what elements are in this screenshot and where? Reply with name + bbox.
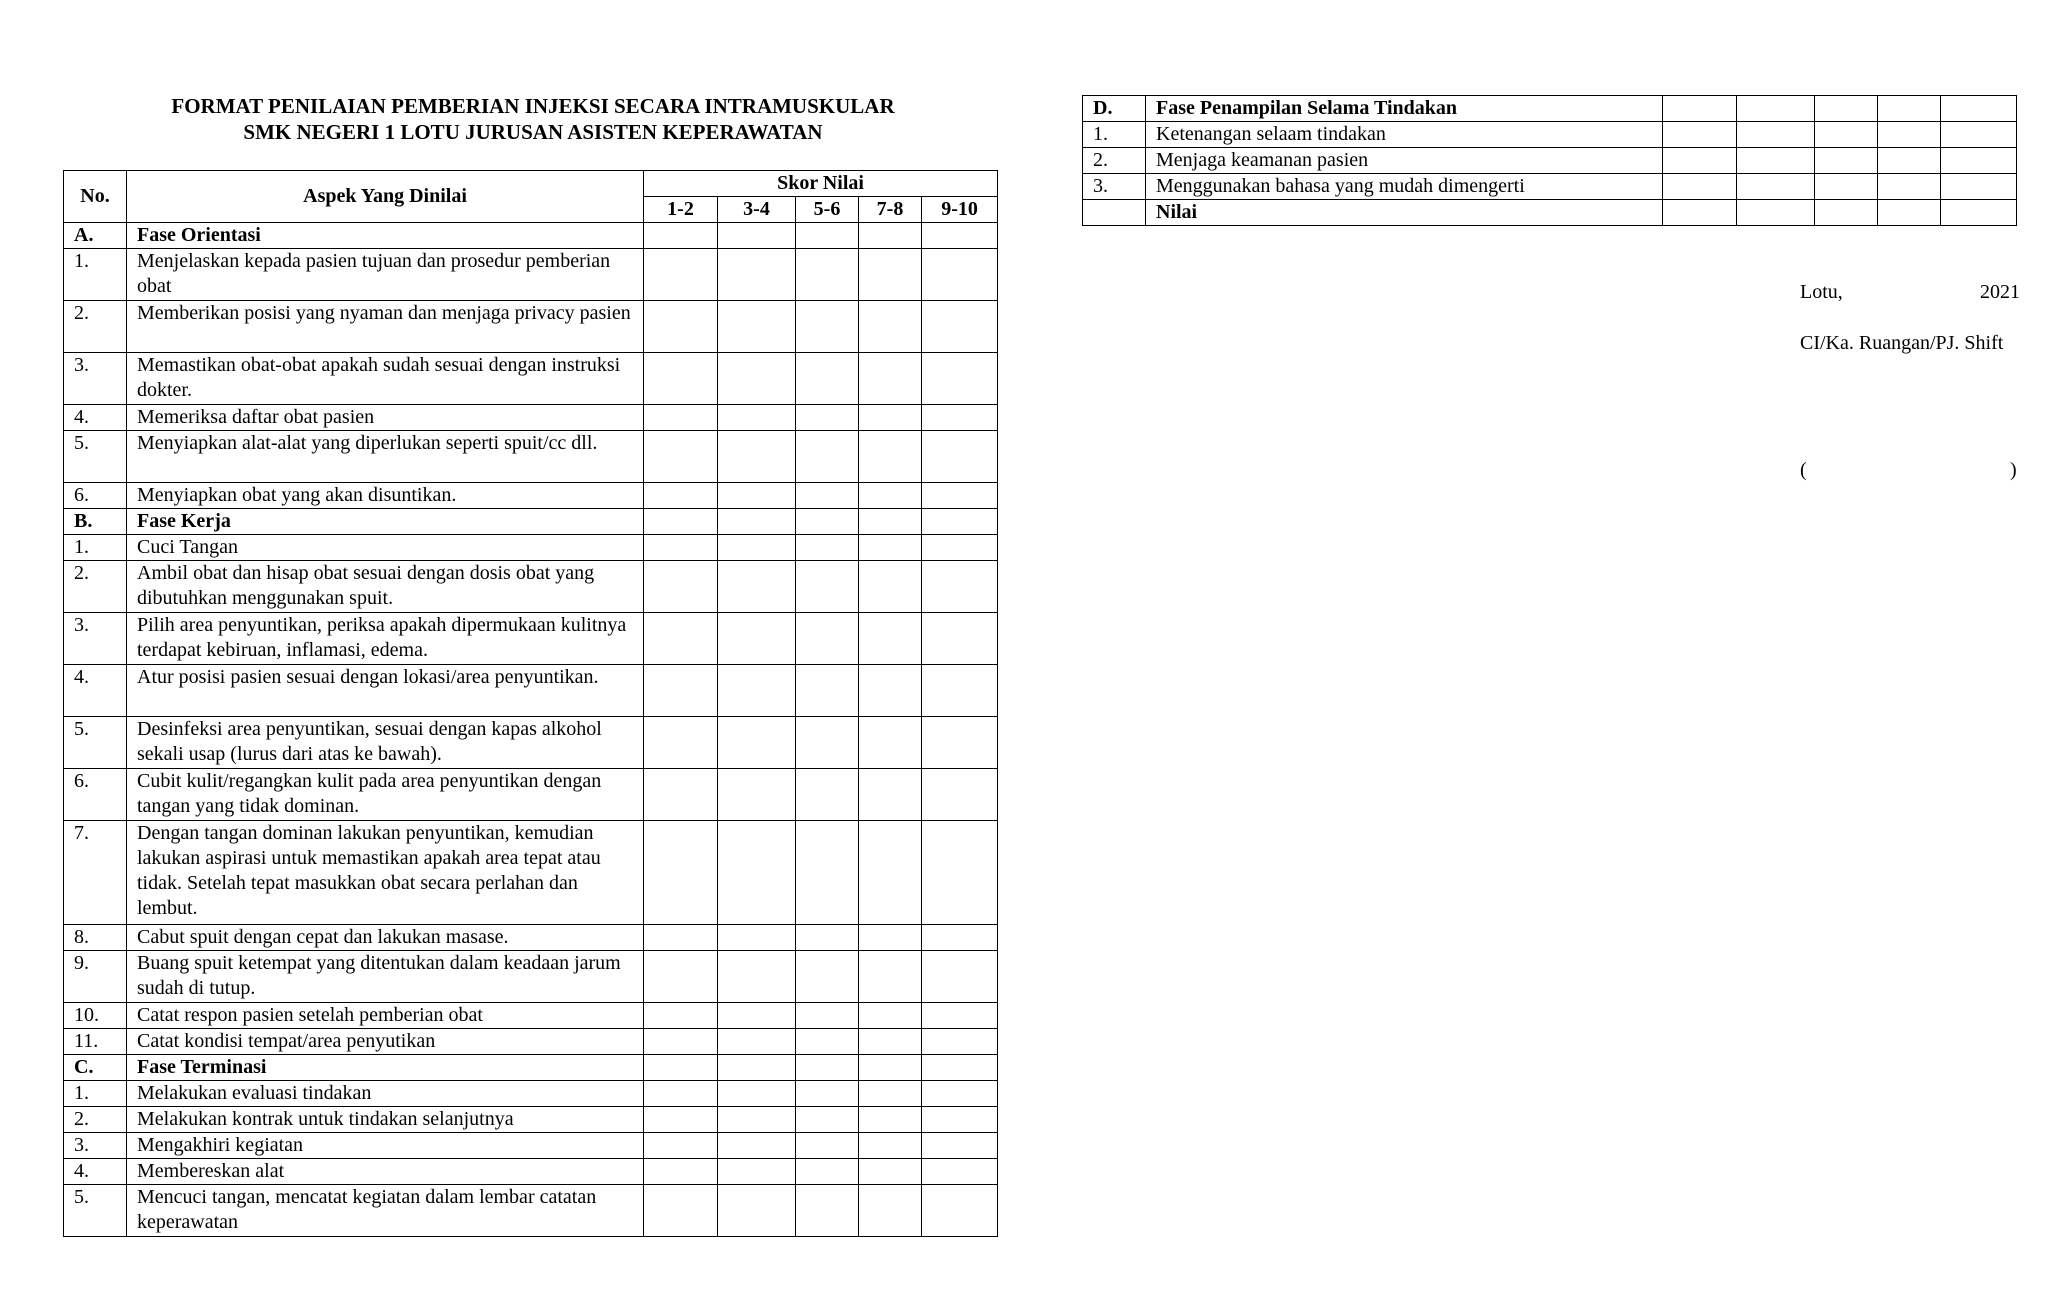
score-cell[interactable] [644,821,718,925]
row-number: 3. [64,1133,127,1159]
score-cell[interactable] [644,1081,718,1107]
aspect-text: Ambil obat dan hisap obat sesuai dengan dosis obat yang dibutuhkan menggunakan spuit. [127,561,644,613]
row-number: 9. [64,951,127,1003]
score-cell[interactable] [718,1081,796,1107]
score-cell[interactable] [1878,148,1941,174]
score-cell[interactable] [644,561,718,613]
score-cell[interactable] [718,223,796,249]
score-cell[interactable] [644,483,718,509]
score-cell[interactable] [796,223,859,249]
score-cell[interactable] [1737,96,1815,122]
score-cell[interactable] [718,431,796,483]
score-cell[interactable] [859,483,922,509]
aspect-text: Membereskan alat [127,1159,644,1185]
aspect-text: Ketenangan selaam tindakan [1146,122,1663,148]
aspect-text: Cabut spuit dengan cepat dan lakukan masase. [127,925,644,951]
score-cell[interactable] [644,1159,718,1185]
signature-role: CI/Ka. Ruangan/PJ. Shift [1800,332,2004,354]
score-cell[interactable] [859,1055,922,1081]
score-cell[interactable] [644,249,718,301]
score-cell[interactable] [1663,122,1737,148]
score-cell[interactable] [718,1159,796,1185]
score-cell[interactable] [1878,122,1941,148]
aspect-text: Memastikan obat-obat apakah sudah sesuai dengan instruksi dokter. [127,353,644,405]
table-row [64,405,998,431]
score-cell[interactable] [644,769,718,821]
score-cell[interactable] [718,613,796,665]
score-cell[interactable] [922,1185,998,1237]
score-cell[interactable] [859,223,922,249]
row-number: 10. [64,1003,127,1029]
aspect-text: Mencuci tangan, mencatat kegiatan dalam lembar catatan keperawatan [127,1185,644,1237]
score-cell[interactable] [859,301,922,353]
score-cell[interactable] [922,223,998,249]
section-title: Fase Penampilan Selama Tindakan [1146,96,1663,122]
score-cell[interactable] [1878,200,1941,226]
score-cell[interactable] [644,951,718,1003]
header-no: No. [64,171,127,223]
score-cell[interactable] [718,301,796,353]
score-cell[interactable] [718,925,796,951]
score-cell[interactable] [796,769,859,821]
score-cell[interactable] [644,535,718,561]
score-cell[interactable] [718,1107,796,1133]
score-cell[interactable] [859,665,922,717]
table-row [64,717,998,769]
score-cell[interactable] [922,1055,998,1081]
score-cell[interactable] [644,717,718,769]
table-row [64,535,998,561]
score-cell[interactable] [922,717,998,769]
score-cell[interactable] [718,1185,796,1237]
score-cell[interactable] [644,509,718,535]
score-cell[interactable] [718,535,796,561]
score-cell[interactable] [796,353,859,405]
score-cell[interactable] [859,249,922,301]
score-cell[interactable] [718,1003,796,1029]
table-row [64,821,998,925]
row-number: C. [64,1055,127,1081]
table-row [64,769,998,821]
score-cell[interactable] [718,483,796,509]
score-cell[interactable] [859,1159,922,1185]
table-row [64,1081,998,1107]
section-title: Fase Orientasi [127,223,644,249]
score-cell[interactable] [796,1133,859,1159]
table-row [64,561,998,613]
score-cell[interactable] [859,717,922,769]
aspect-text: Dengan tangan dominan lakukan penyuntikan, kemudian lakukan aspirasi untuk memastikan apakah area tepat atau tidak. Setelah tepat masukkan obat secara perlahan dan lembut. [127,821,644,925]
score-cell[interactable] [859,1107,922,1133]
score-cell[interactable] [644,1029,718,1055]
aspect-text: Memeriksa daftar obat pasien [127,405,644,431]
score-cell[interactable] [644,353,718,405]
signature-open-paren: ( [1800,459,1807,481]
row-number: 2. [64,1107,127,1133]
score-cell[interactable] [922,665,998,717]
score-cell[interactable] [859,769,922,821]
row-number: 3. [64,353,127,405]
table-row [64,1185,998,1237]
score-cell[interactable] [922,1081,998,1107]
score-cell[interactable] [922,483,998,509]
score-cell[interactable] [718,561,796,613]
score-cell[interactable] [796,821,859,925]
aspect-text: Pilih area penyuntikan, periksa apakah dipermukaan kulitnya terdapat kebiruan, inflamasi, edema. [127,613,644,665]
score-cell[interactable] [796,535,859,561]
score-cell[interactable] [1815,200,1878,226]
section-title: Nilai [1146,200,1663,226]
score-cell[interactable] [1941,148,2017,174]
aspect-text: Menyiapkan obat yang akan disuntikan. [127,483,644,509]
score-cell[interactable] [796,613,859,665]
score-cell[interactable] [922,249,998,301]
score-range-header: 9-10 [922,197,998,223]
score-cell[interactable] [796,717,859,769]
row-number: 2. [1083,148,1146,174]
section-row [64,223,998,249]
score-cell[interactable] [1663,174,1737,200]
score-cell[interactable] [644,405,718,431]
table-row [64,353,998,405]
score-cell[interactable] [718,405,796,431]
score-cell[interactable] [796,509,859,535]
row-number: 4. [64,405,127,431]
score-cell[interactable] [922,301,998,353]
score-cell[interactable] [796,1185,859,1237]
score-cell[interactable] [922,431,998,483]
score-cell[interactable] [922,1003,998,1029]
table-row [64,613,998,665]
score-cell[interactable] [859,405,922,431]
row-number [1083,200,1146,226]
row-number: 1. [64,535,127,561]
table-row [64,1029,998,1055]
score-cell[interactable] [859,951,922,1003]
row-number: A. [64,223,127,249]
row-number: 5. [64,717,127,769]
score-cell[interactable] [859,1185,922,1237]
score-cell[interactable] [1815,148,1878,174]
score-cell[interactable] [718,1055,796,1081]
aspect-text: Melakukan evaluasi tindakan [127,1081,644,1107]
table-row [64,925,998,951]
score-cell[interactable] [644,925,718,951]
score-cell[interactable] [718,951,796,1003]
score-cell[interactable] [796,1107,859,1133]
score-cell[interactable] [1737,200,1815,226]
score-cell[interactable] [796,1081,859,1107]
aspect-text: Buang spuit ketempat yang ditentukan dalam keadaan jarum sudah di tutup. [127,951,644,1003]
aspect-text: Menjelaskan kepada pasien tujuan dan prosedur pemberian obat [127,249,644,301]
score-range-header: 7-8 [859,197,922,223]
aspect-text: Atur posisi pasien sesuai dengan lokasi/area penyuntikan. [127,665,644,717]
score-cell[interactable] [796,925,859,951]
score-cell[interactable] [718,717,796,769]
section-title: Fase Kerja [127,509,644,535]
performance-phase-table [1082,95,2017,226]
score-cell[interactable] [796,483,859,509]
score-cell[interactable] [796,431,859,483]
section-row [64,509,998,535]
score-cell[interactable] [718,353,796,405]
aspect-text: Desinfeksi area penyuntikan, sesuai dengan kapas alkohol sekali usap (lurus dari atas ke bawah). [127,717,644,769]
assessment-table [63,170,998,1237]
signature-close-paren: ) [2010,459,2017,481]
score-cell[interactable] [859,535,922,561]
score-cell[interactable] [1815,96,1878,122]
row-number: 4. [64,1159,127,1185]
table-row [64,1159,998,1185]
row-number: 5. [64,431,127,483]
row-number: D. [1083,96,1146,122]
score-cell[interactable] [859,431,922,483]
score-cell[interactable] [718,1133,796,1159]
score-cell[interactable] [922,509,998,535]
score-cell[interactable] [644,1107,718,1133]
score-cell[interactable] [1815,122,1878,148]
aspect-text: Mengakhiri kegiatan [127,1133,644,1159]
score-cell[interactable] [859,1003,922,1029]
score-range-header: 5-6 [796,197,859,223]
score-cell[interactable] [922,1029,998,1055]
score-cell[interactable] [796,665,859,717]
table-row [1083,174,2017,200]
score-cell[interactable] [922,769,998,821]
title-line-2: SMK NEGERI 1 LOTU JURUSAN ASISTEN KEPERAWATAN [243,120,823,144]
aspect-text: Menjaga keamanan pasien [1146,148,1663,174]
header-score: Skor Nilai [644,171,998,197]
score-cell[interactable] [859,561,922,613]
score-cell[interactable] [922,1107,998,1133]
table-row [64,665,998,717]
score-cell[interactable] [859,1133,922,1159]
score-cell[interactable] [1737,174,1815,200]
score-cell[interactable] [1878,96,1941,122]
table-row [64,1003,998,1029]
row-number: 2. [64,301,127,353]
score-cell[interactable] [859,353,922,405]
aspect-text: Memberikan posisi yang nyaman dan menjaga privacy pasien [127,301,644,353]
score-cell[interactable] [1941,200,2017,226]
score-cell[interactable] [922,951,998,1003]
score-cell[interactable] [644,665,718,717]
aspect-text: Melakukan kontrak untuk tindakan selanjutnya [127,1107,644,1133]
row-number: 6. [64,483,127,509]
score-cell[interactable] [922,1133,998,1159]
score-cell[interactable] [859,821,922,925]
aspect-text: Cuci Tangan [127,535,644,561]
score-cell[interactable] [796,1029,859,1055]
score-cell[interactable] [718,821,796,925]
score-cell[interactable] [859,1081,922,1107]
score-range-header: 1-2 [644,197,718,223]
score-cell[interactable] [1663,200,1737,226]
aspect-text: Catat kondisi tempat/area penyutikan [127,1029,644,1055]
score-cell[interactable] [644,1185,718,1237]
score-cell[interactable] [1941,174,2017,200]
score-cell[interactable] [1941,96,2017,122]
score-cell[interactable] [644,1003,718,1029]
score-cell[interactable] [644,223,718,249]
score-cell[interactable] [718,769,796,821]
row-number: 7. [64,821,127,925]
row-number: 8. [64,925,127,951]
section-row [64,1055,998,1081]
table-row [1083,148,2017,174]
row-number: 5. [64,1185,127,1237]
title-line-1: FORMAT PENILAIAN PEMBERIAN INJEKSI SECARA INTRAMUSKULAR [171,94,895,118]
table-row [64,249,998,301]
header-aspect: Aspek Yang Dinilai [127,171,644,223]
score-cell[interactable] [922,821,998,925]
score-cell[interactable] [859,925,922,951]
score-cell[interactable] [1941,122,2017,148]
score-cell[interactable] [796,1159,859,1185]
row-number: 6. [64,769,127,821]
row-number: 1. [64,249,127,301]
score-cell[interactable] [796,1055,859,1081]
row-number: 3. [64,613,127,665]
section-row [1083,200,2017,226]
score-cell[interactable] [644,1055,718,1081]
aspect-text: Menggunakan bahasa yang mudah dimengerti [1146,174,1663,200]
row-number: 4. [64,665,127,717]
section-title: Fase Terminasi [127,1055,644,1081]
score-cell[interactable] [922,1159,998,1185]
score-cell[interactable] [718,249,796,301]
row-number: 11. [64,1029,127,1055]
score-cell[interactable] [1737,148,1815,174]
score-cell[interactable] [859,509,922,535]
table-row [1083,122,2017,148]
score-cell[interactable] [644,1133,718,1159]
score-cell[interactable] [1815,174,1878,200]
score-cell[interactable] [644,613,718,665]
score-cell[interactable] [796,1003,859,1029]
row-number: B. [64,509,127,535]
row-number: 3. [1083,174,1146,200]
table-row [64,431,998,483]
score-cell[interactable] [796,405,859,431]
row-number: 1. [1083,122,1146,148]
signature-year: 2021 [1980,281,2020,303]
table-row [64,1107,998,1133]
score-range-header: 3-4 [718,197,796,223]
score-cell[interactable] [1737,122,1815,148]
score-cell[interactable] [796,301,859,353]
score-cell[interactable] [796,249,859,301]
table-row [64,301,998,353]
score-cell[interactable] [922,405,998,431]
row-number: 1. [64,1081,127,1107]
score-cell[interactable] [859,613,922,665]
score-cell[interactable] [644,301,718,353]
score-cell[interactable] [718,1029,796,1055]
score-cell[interactable] [718,509,796,535]
score-cell[interactable] [644,431,718,483]
row-number: 2. [64,561,127,613]
score-cell[interactable] [922,613,998,665]
signature-place: Lotu, [1800,281,1843,303]
table-row [64,1133,998,1159]
score-cell[interactable] [1663,96,1737,122]
score-cell[interactable] [922,925,998,951]
score-cell[interactable] [922,353,998,405]
score-cell[interactable] [922,561,998,613]
score-cell[interactable] [796,951,859,1003]
score-cell[interactable] [859,1029,922,1055]
score-cell[interactable] [718,665,796,717]
score-cell[interactable] [922,535,998,561]
aspect-text: Catat respon pasien setelah pemberian obat [127,1003,644,1029]
score-cell[interactable] [1878,174,1941,200]
table-row [64,483,998,509]
score-cell[interactable] [796,561,859,613]
document-title [63,93,1003,145]
section-row [1083,96,2017,122]
aspect-text: Menyiapkan alat-alat yang diperlukan seperti spuit/cc dll. [127,431,644,483]
aspect-text: Cubit kulit/regangkan kulit pada area penyuntikan dengan tangan yang tidak dominan. [127,769,644,821]
table-row [64,951,998,1003]
score-cell[interactable] [1663,148,1737,174]
